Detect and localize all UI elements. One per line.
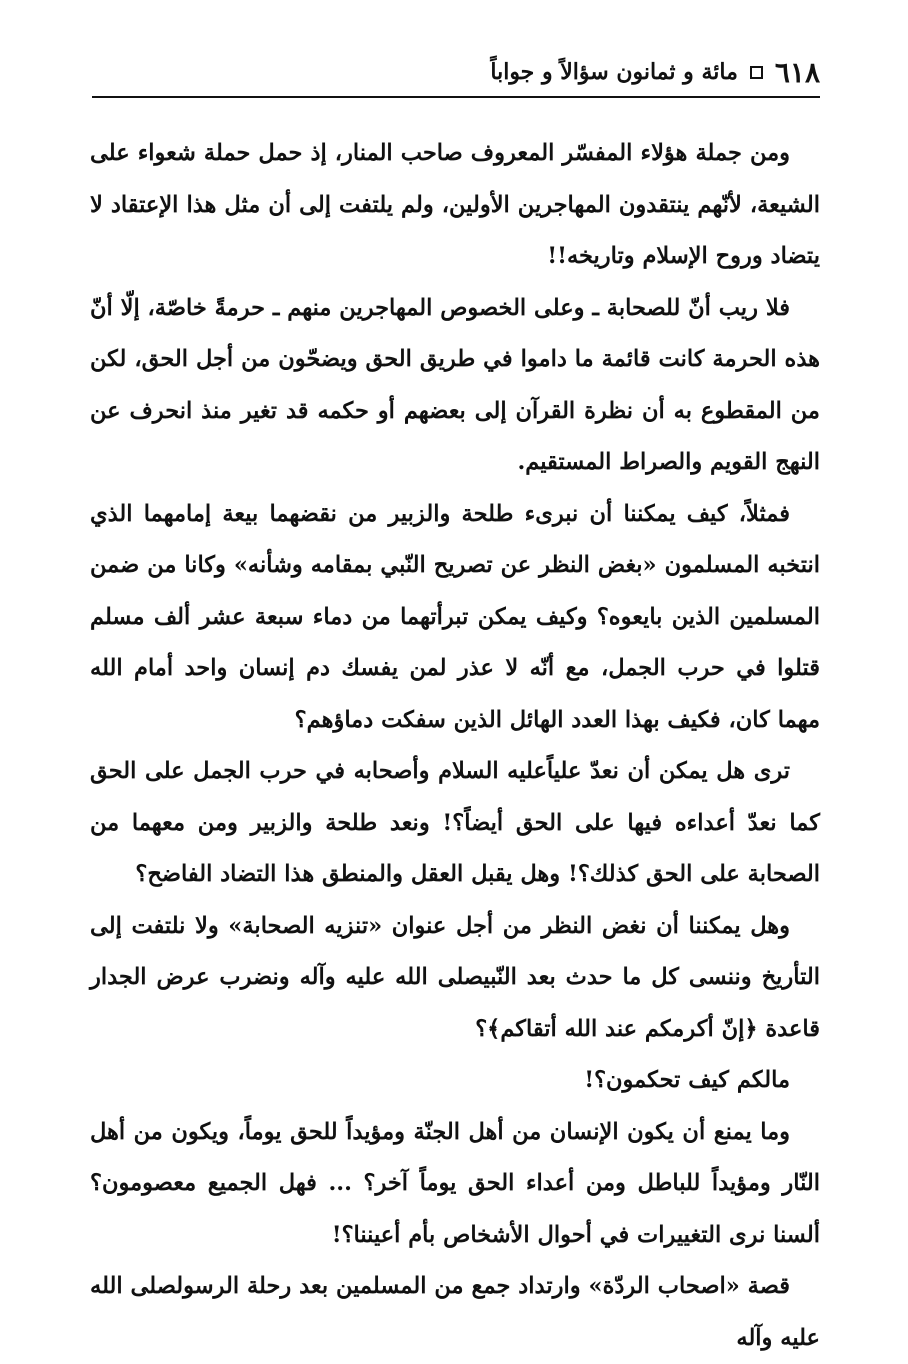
- paragraph: ومن جملة هؤلاء المفسّر المعروف صاحب المنار، إذ حمل حملة شعواء على الشيعة، لأنّهم ينتقدون المهاجرين الأولين، ولم يلتفت إلى أن مثل هذا الإعتقاد لا يتضاد وروح الإسلام وتاريخه!!: [90, 140, 820, 269]
- book-title: مائة و ثمانون سؤالاً و جواباً: [490, 59, 738, 85]
- paragraph: مالكم كيف تحكمون؟!: [584, 1067, 790, 1093]
- paragraph: فمثلاً، كيف يمكننا أن نبرىء طلحة والزبير من نقضهما بيعة إمامهما الذي انتخبه المسلمون «بغض النظر عن تصريح النّبي بمقامه وشأنه» وكانا من ضمن المسلمين الذين بايعوه؟ وكيف يمكن تبرأتهما من دماء سبعة عشر ألف مسلم قتلوا في حرب الجمل، مع أنّه لا عذر لمن يفسك دم إنسان واحد أمام الله مهما كان، فكيف بهذا العدد الهائل الذين سفكت دماؤهم؟: [90, 500, 820, 733]
- paragraph: ترى هل يمكن أن نعدّ علياًعليه السلام وأصحابه في حرب الجمل على الحق كما نعدّ أعداءه فيها على الحق أيضاً؟! ونعد طلحة والزبير ومن معهما من الصحابة على الحق كذلك؟! وهل يقبل العقل والمنطق هذا التضاد الفاضح؟: [90, 758, 820, 887]
- paragraph: وهل يمكننا أن نغض النظر من أجل عنوان «تنزيه الصحابة» ولا نلتفت إلى التأريخ وننسى كل ما حدث بعد النّبيصلى الله عليه وآله ونضرب عرض الجدار قاعدة ﴿إنّ أكرمكم عند الله أتقاكم﴾؟: [90, 912, 820, 1042]
- paragraph: فلا ريب أنّ للصحابة ـ وعلى الخصوص المهاجرين منهم ـ حرمةً خاصّة، إلّا أنّ هذه الحرمة كانت قائمة ما داموا في طريق الحق ويضحّون من أجل الحق، لكن من المقطوع به أن نظرة القرآن إلى بعضهم أو حكمه قد تغير منذ انحرف عن النهج القويم والصراط المستقيم.: [90, 294, 820, 475]
- running-header: [92, 52, 820, 92]
- section-heading-paragraph: قصة «اصحاب الردّة» وارتداد جمع من المسلمين بعد رحلة الرسولصلى الله عليه وآله: [90, 1273, 820, 1351]
- page-body: [90, 128, 820, 1364]
- header-separator-square-icon: [750, 66, 763, 79]
- header-divider: [92, 96, 820, 98]
- page-number: ٦١٨: [774, 55, 820, 89]
- paragraph: وما يمنع أن يكون الإنسان من أهل الجنّة ومؤيداً للحق يوماً، ويكون من أهل النّار ومؤيداً للباطل ومن أعداء الحق يوماً آخر؟ ... فهل الجميع معصومون؟ ألسنا نرى التغييرات في أحوال الأشخاص بأم أعيننا؟!: [90, 1118, 820, 1248]
